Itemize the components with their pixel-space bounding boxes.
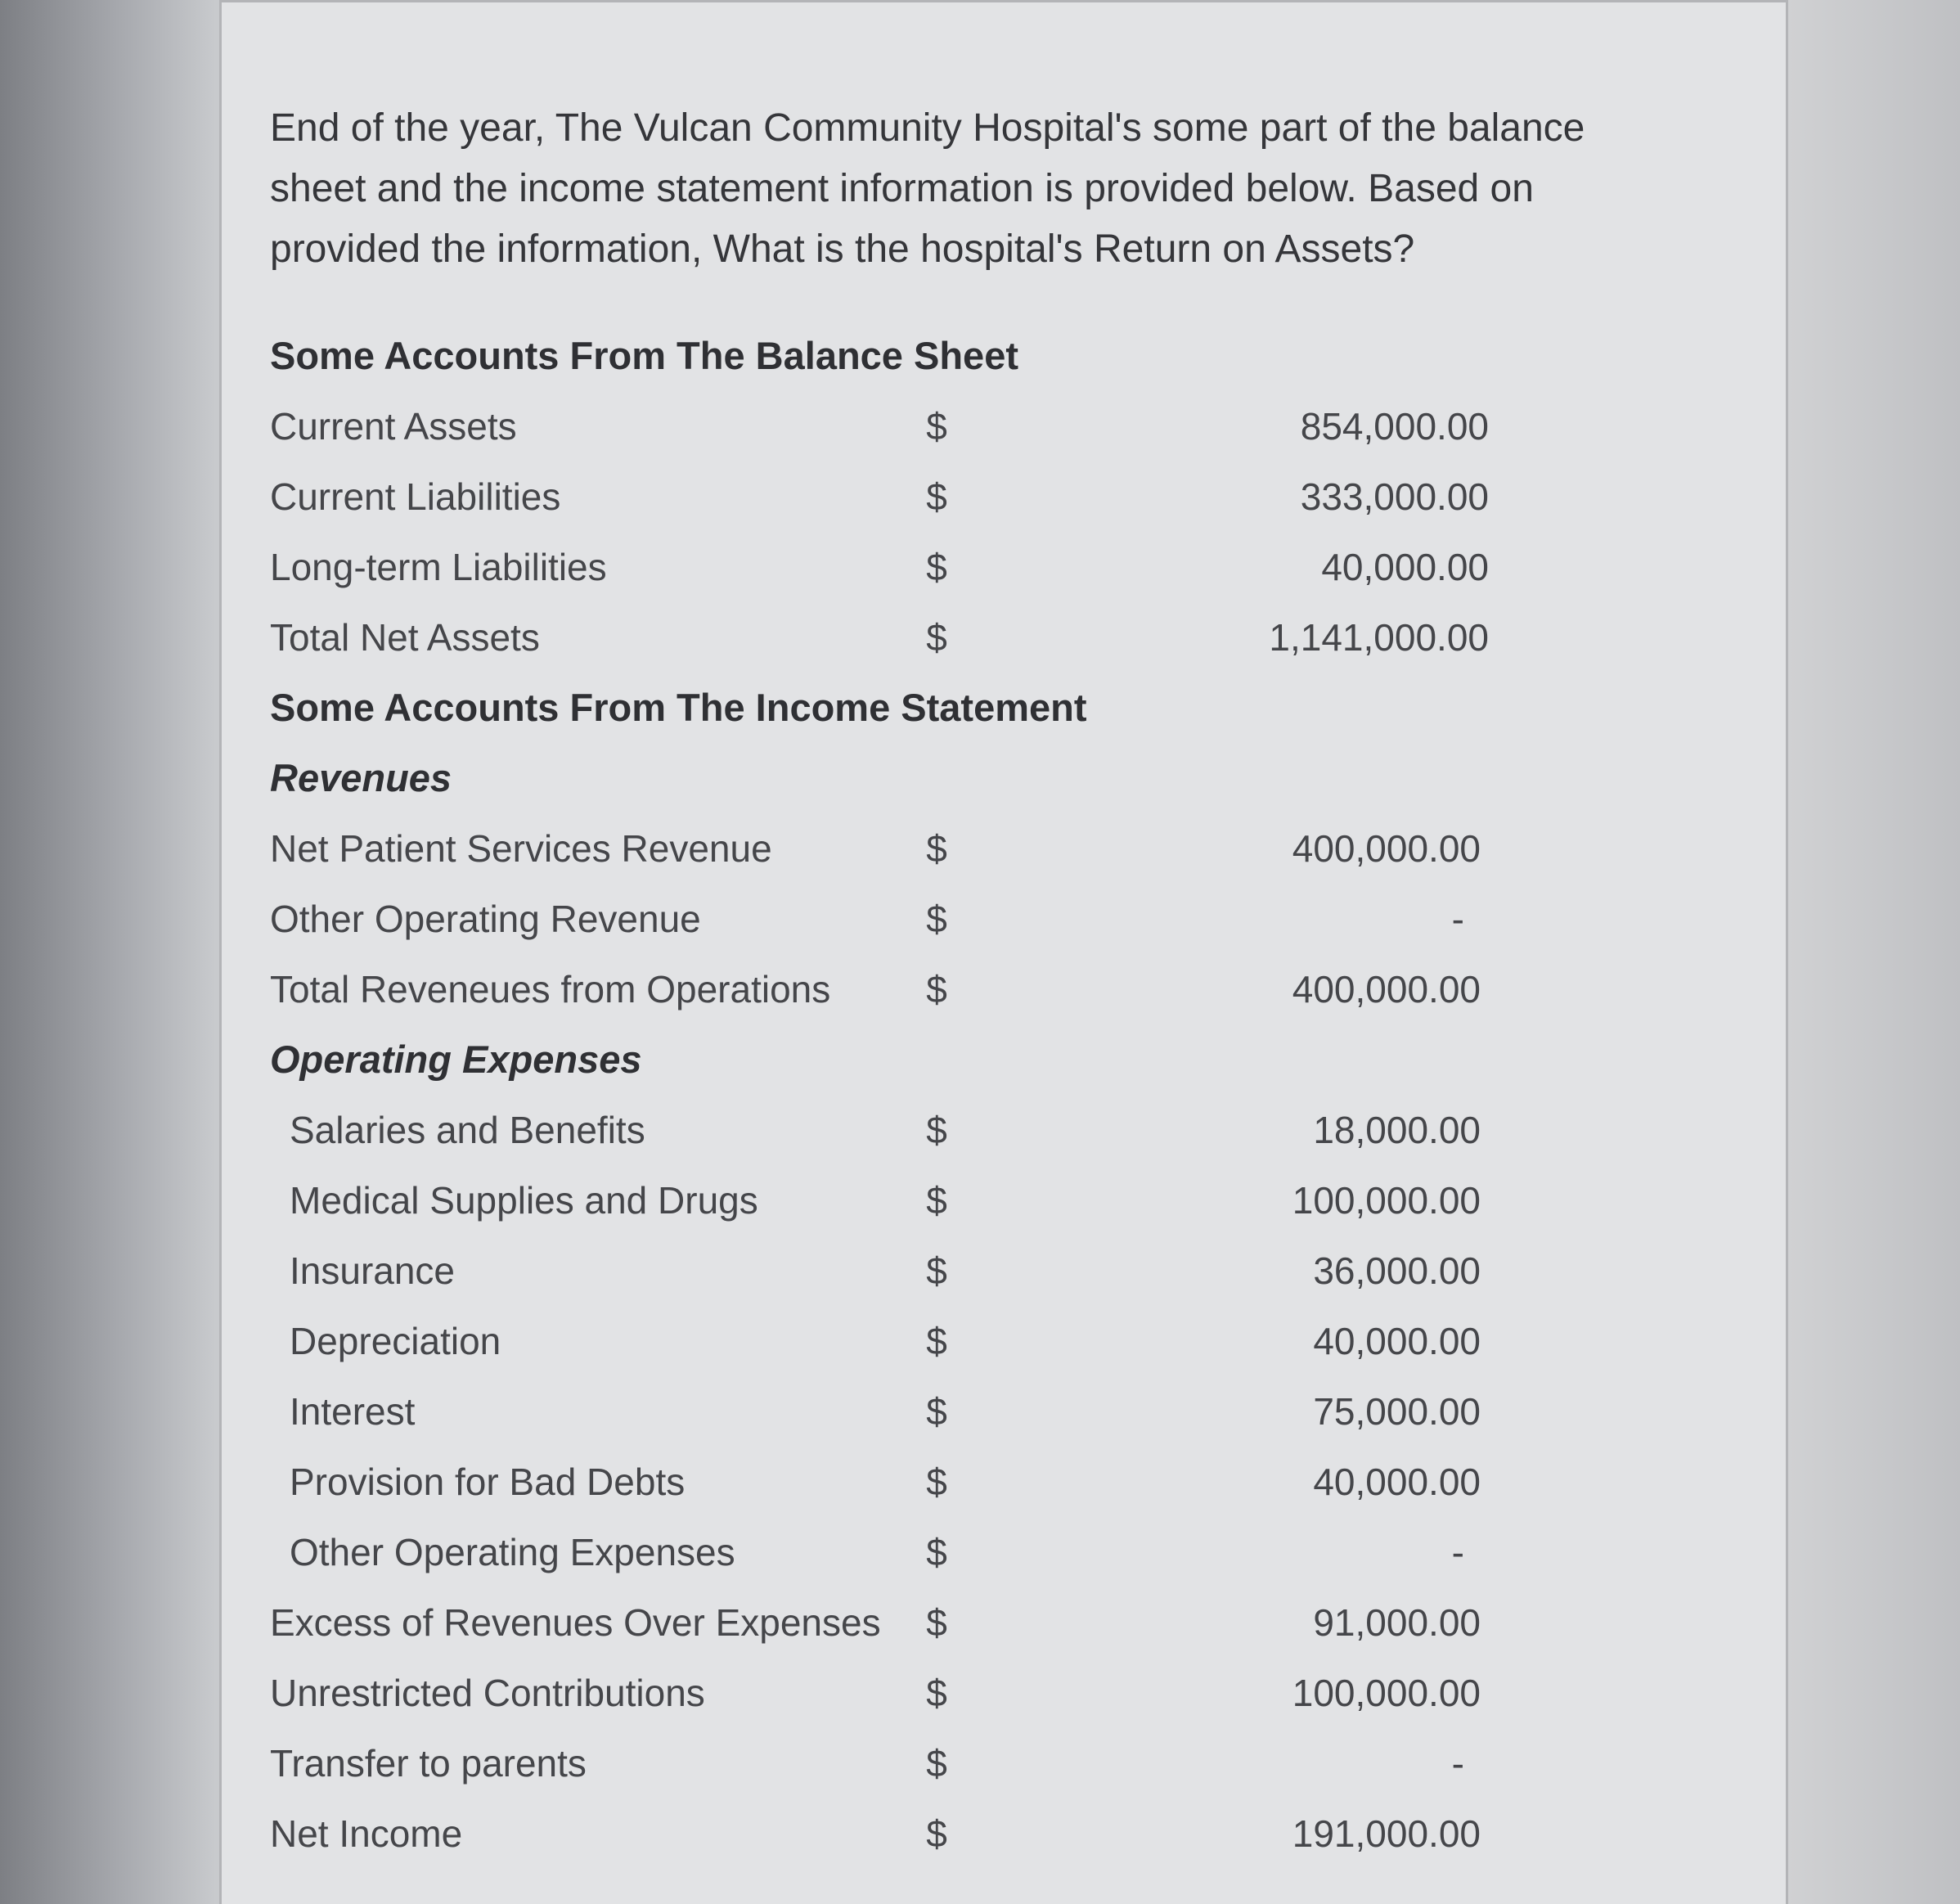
currency-sign: $	[926, 898, 947, 940]
row-amount: 91,000.00	[1313, 1601, 1481, 1644]
currency-sign: $	[926, 1179, 947, 1222]
total-row	[270, 1587, 1661, 1658]
currency-sign: $	[926, 616, 947, 659]
row-label: Total Net Assets	[270, 616, 540, 659]
currency-sign: $	[926, 827, 947, 870]
revenue-row	[270, 813, 1661, 884]
expense-row	[270, 1517, 1661, 1587]
row-amount: -	[1451, 1742, 1464, 1785]
currency-sign: $	[926, 1531, 947, 1573]
row-label: Transfer to parents	[270, 1742, 587, 1785]
row-label: Salaries and Benefits	[290, 1109, 645, 1151]
row-amount: -	[1451, 898, 1464, 940]
balance-sheet-title: Some Accounts From The Balance Sheet	[270, 334, 1018, 377]
row-label: Net Patient Services Revenue	[270, 827, 772, 870]
row-label: Current Liabilities	[270, 475, 561, 518]
expense-row	[270, 1095, 1661, 1165]
row-label: Insurance	[290, 1249, 456, 1292]
expense-row	[270, 1376, 1661, 1447]
row-label: Medical Supplies and Drugs	[290, 1179, 758, 1222]
currency-sign: $	[926, 1109, 947, 1151]
currency-sign: $	[926, 1812, 947, 1855]
currency-sign: $	[926, 1461, 947, 1503]
row-amount: 40,000.00	[1313, 1461, 1481, 1503]
row-amount: 100,000.00	[1292, 1672, 1481, 1714]
total-row	[270, 1798, 1661, 1869]
row-label: Depreciation	[290, 1320, 501, 1362]
balance-sheet-row	[270, 391, 1661, 461]
question-content	[270, 98, 1661, 1869]
currency-sign: $	[926, 546, 947, 588]
expense-row	[270, 1236, 1661, 1306]
row-amount: 18,000.00	[1313, 1109, 1481, 1151]
balance-sheet-row	[270, 461, 1661, 532]
row-label: Interest	[290, 1390, 416, 1433]
row-amount: -	[1451, 1531, 1464, 1573]
row-amount: 40,000.00	[1321, 546, 1489, 588]
row-amount: 75,000.00	[1313, 1390, 1481, 1433]
revenue-row	[270, 884, 1661, 954]
row-amount: 191,000.00	[1292, 1812, 1481, 1855]
row-label: Net Income	[270, 1812, 463, 1855]
expense-row	[270, 1165, 1661, 1236]
total-row	[270, 1658, 1661, 1728]
row-label: Unrestricted Contributions	[270, 1672, 705, 1714]
currency-sign: $	[926, 405, 947, 448]
page-margin	[1788, 0, 1960, 1904]
row-amount: 100,000.00	[1292, 1179, 1481, 1222]
row-amount: 854,000.00	[1300, 405, 1489, 448]
currency-sign: $	[926, 1249, 947, 1292]
currency-sign: $	[926, 475, 947, 518]
question-text: End of the year, The Vulcan Community Hospital's some part of the balance sheet and the income statement information is provided below. Based on provided the information, What is the hospital's Return on Assets?	[270, 106, 1585, 271]
currency-sign: $	[926, 968, 947, 1011]
row-amount: 36,000.00	[1313, 1249, 1481, 1292]
currency-sign: $	[926, 1320, 947, 1362]
row-amount: 333,000.00	[1300, 475, 1489, 518]
balance-sheet-row	[270, 602, 1661, 673]
row-label: Long-term Liabilities	[270, 546, 607, 588]
revenues-heading: Revenues	[270, 756, 452, 799]
row-label: Excess of Revenues Over Expenses	[270, 1601, 881, 1644]
balance-sheet-row	[270, 532, 1661, 602]
row-amount: 400,000.00	[1292, 827, 1481, 870]
revenue-row	[270, 954, 1661, 1024]
currency-sign: $	[926, 1601, 947, 1644]
currency-sign: $	[926, 1742, 947, 1785]
currency-sign: $	[926, 1390, 947, 1433]
expense-row	[270, 1447, 1661, 1517]
income-statement-title: Some Accounts From The Income Statement	[270, 686, 1087, 729]
row-amount: 400,000.00	[1292, 968, 1481, 1011]
currency-sign: $	[926, 1672, 947, 1714]
row-label: Other Operating Revenue	[270, 898, 701, 940]
total-row	[270, 1728, 1661, 1798]
row-label: Current Assets	[270, 405, 517, 448]
operating-expenses-heading: Operating Expenses	[270, 1038, 642, 1081]
row-label: Other Operating Expenses	[290, 1531, 735, 1573]
expense-row	[270, 1306, 1661, 1376]
row-label: Total Reveneues from Operations	[270, 968, 831, 1011]
row-amount: 40,000.00	[1313, 1320, 1481, 1362]
row-label: Provision for Bad Debts	[290, 1461, 686, 1503]
row-amount: 1,141,000.00	[1269, 616, 1489, 659]
